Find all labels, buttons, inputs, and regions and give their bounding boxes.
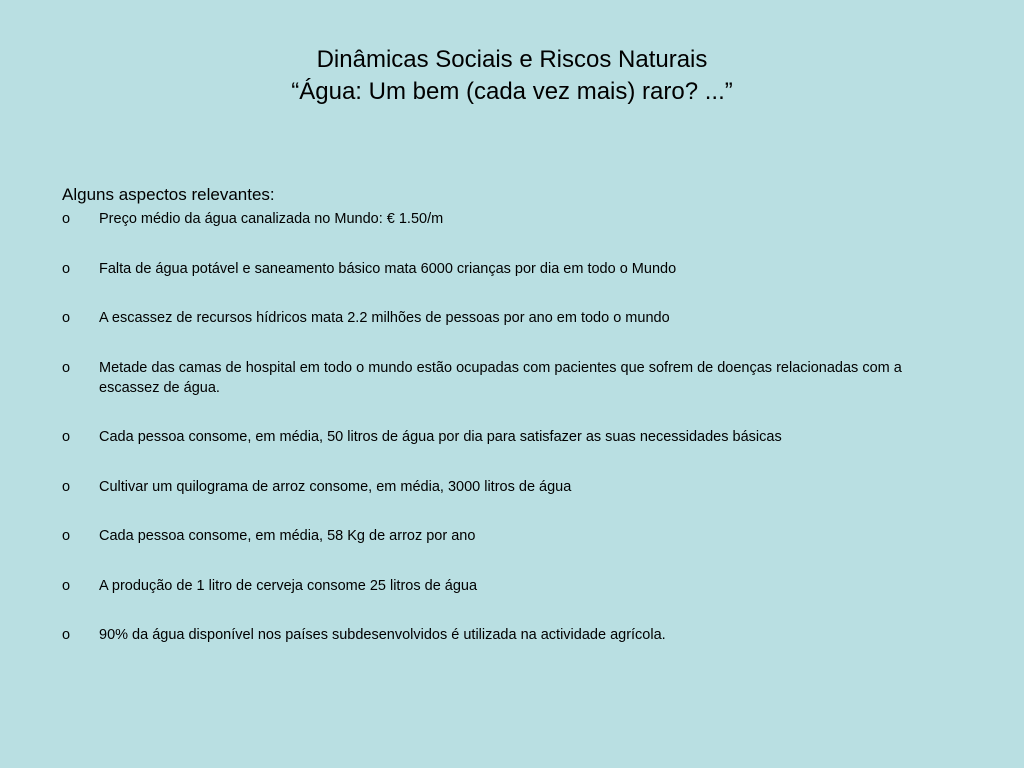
bullet-marker-icon: o [62, 429, 71, 445]
bullet-marker-icon: o [62, 211, 71, 227]
bullet-text: Metade das camas de hospital em todo o mundo estão ocupadas com pacientes que sofrem de doenças relacionadas com a escassez de água. [99, 359, 902, 396]
bullet-text: A escassez de recursos hídricos mata 2.2 milhões de pessoas por ano em todo o mundo [99, 310, 670, 326]
bullet-marker-icon: o [62, 528, 71, 544]
bullet-marker-icon: o [62, 359, 71, 376]
bullet-text: A produção de 1 litro de cerveja consome 25 litros de água [99, 577, 478, 594]
bullet-marker-icon: o [62, 260, 71, 277]
bullet-marker-icon: o [62, 478, 71, 495]
bullet-text: Falta de água potável e saneamento básico mata 6000 crianças por dia em todo o Mundo [99, 260, 677, 277]
list-item [62, 526, 962, 546]
slide-body [62, 184, 962, 675]
list-item [62, 259, 962, 279]
slide-title [0, 44, 1024, 108]
list-item [62, 427, 962, 447]
bullet-marker-icon: o [62, 310, 71, 326]
title-line-2: “Água: Um bem (cada vez mais) raro? ...” [291, 78, 733, 105]
title-line-1: Dinâmicas Sociais e Riscos Naturais [316, 46, 708, 73]
list-item [62, 209, 962, 229]
list-item [62, 625, 962, 645]
list-item [62, 358, 962, 398]
bullet-text: Preço médio da água canalizada no Mundo: € 1.50/m [99, 211, 444, 227]
bullet-list [62, 209, 962, 645]
bullet-text: Cada pessoa consome, em média, 50 litros de água por dia para satisfazer as suas necessidades básicas [99, 429, 782, 445]
list-item [62, 308, 962, 328]
bullet-text: 90% da água disponível nos países subdesenvolvidos é utilizada na actividade agrícola. [99, 627, 666, 643]
bullet-marker-icon: o [62, 627, 71, 643]
bullet-marker-icon: o [62, 577, 71, 594]
intro-text: Alguns aspectos relevantes: [62, 185, 275, 204]
bullet-text: Cultivar um quilograma de arroz consome, em média, 3000 litros de água [99, 478, 572, 495]
bullet-text: Cada pessoa consome, em média, 58 Kg de arroz por ano [99, 528, 476, 544]
list-item [62, 576, 962, 596]
list-item [62, 477, 962, 497]
